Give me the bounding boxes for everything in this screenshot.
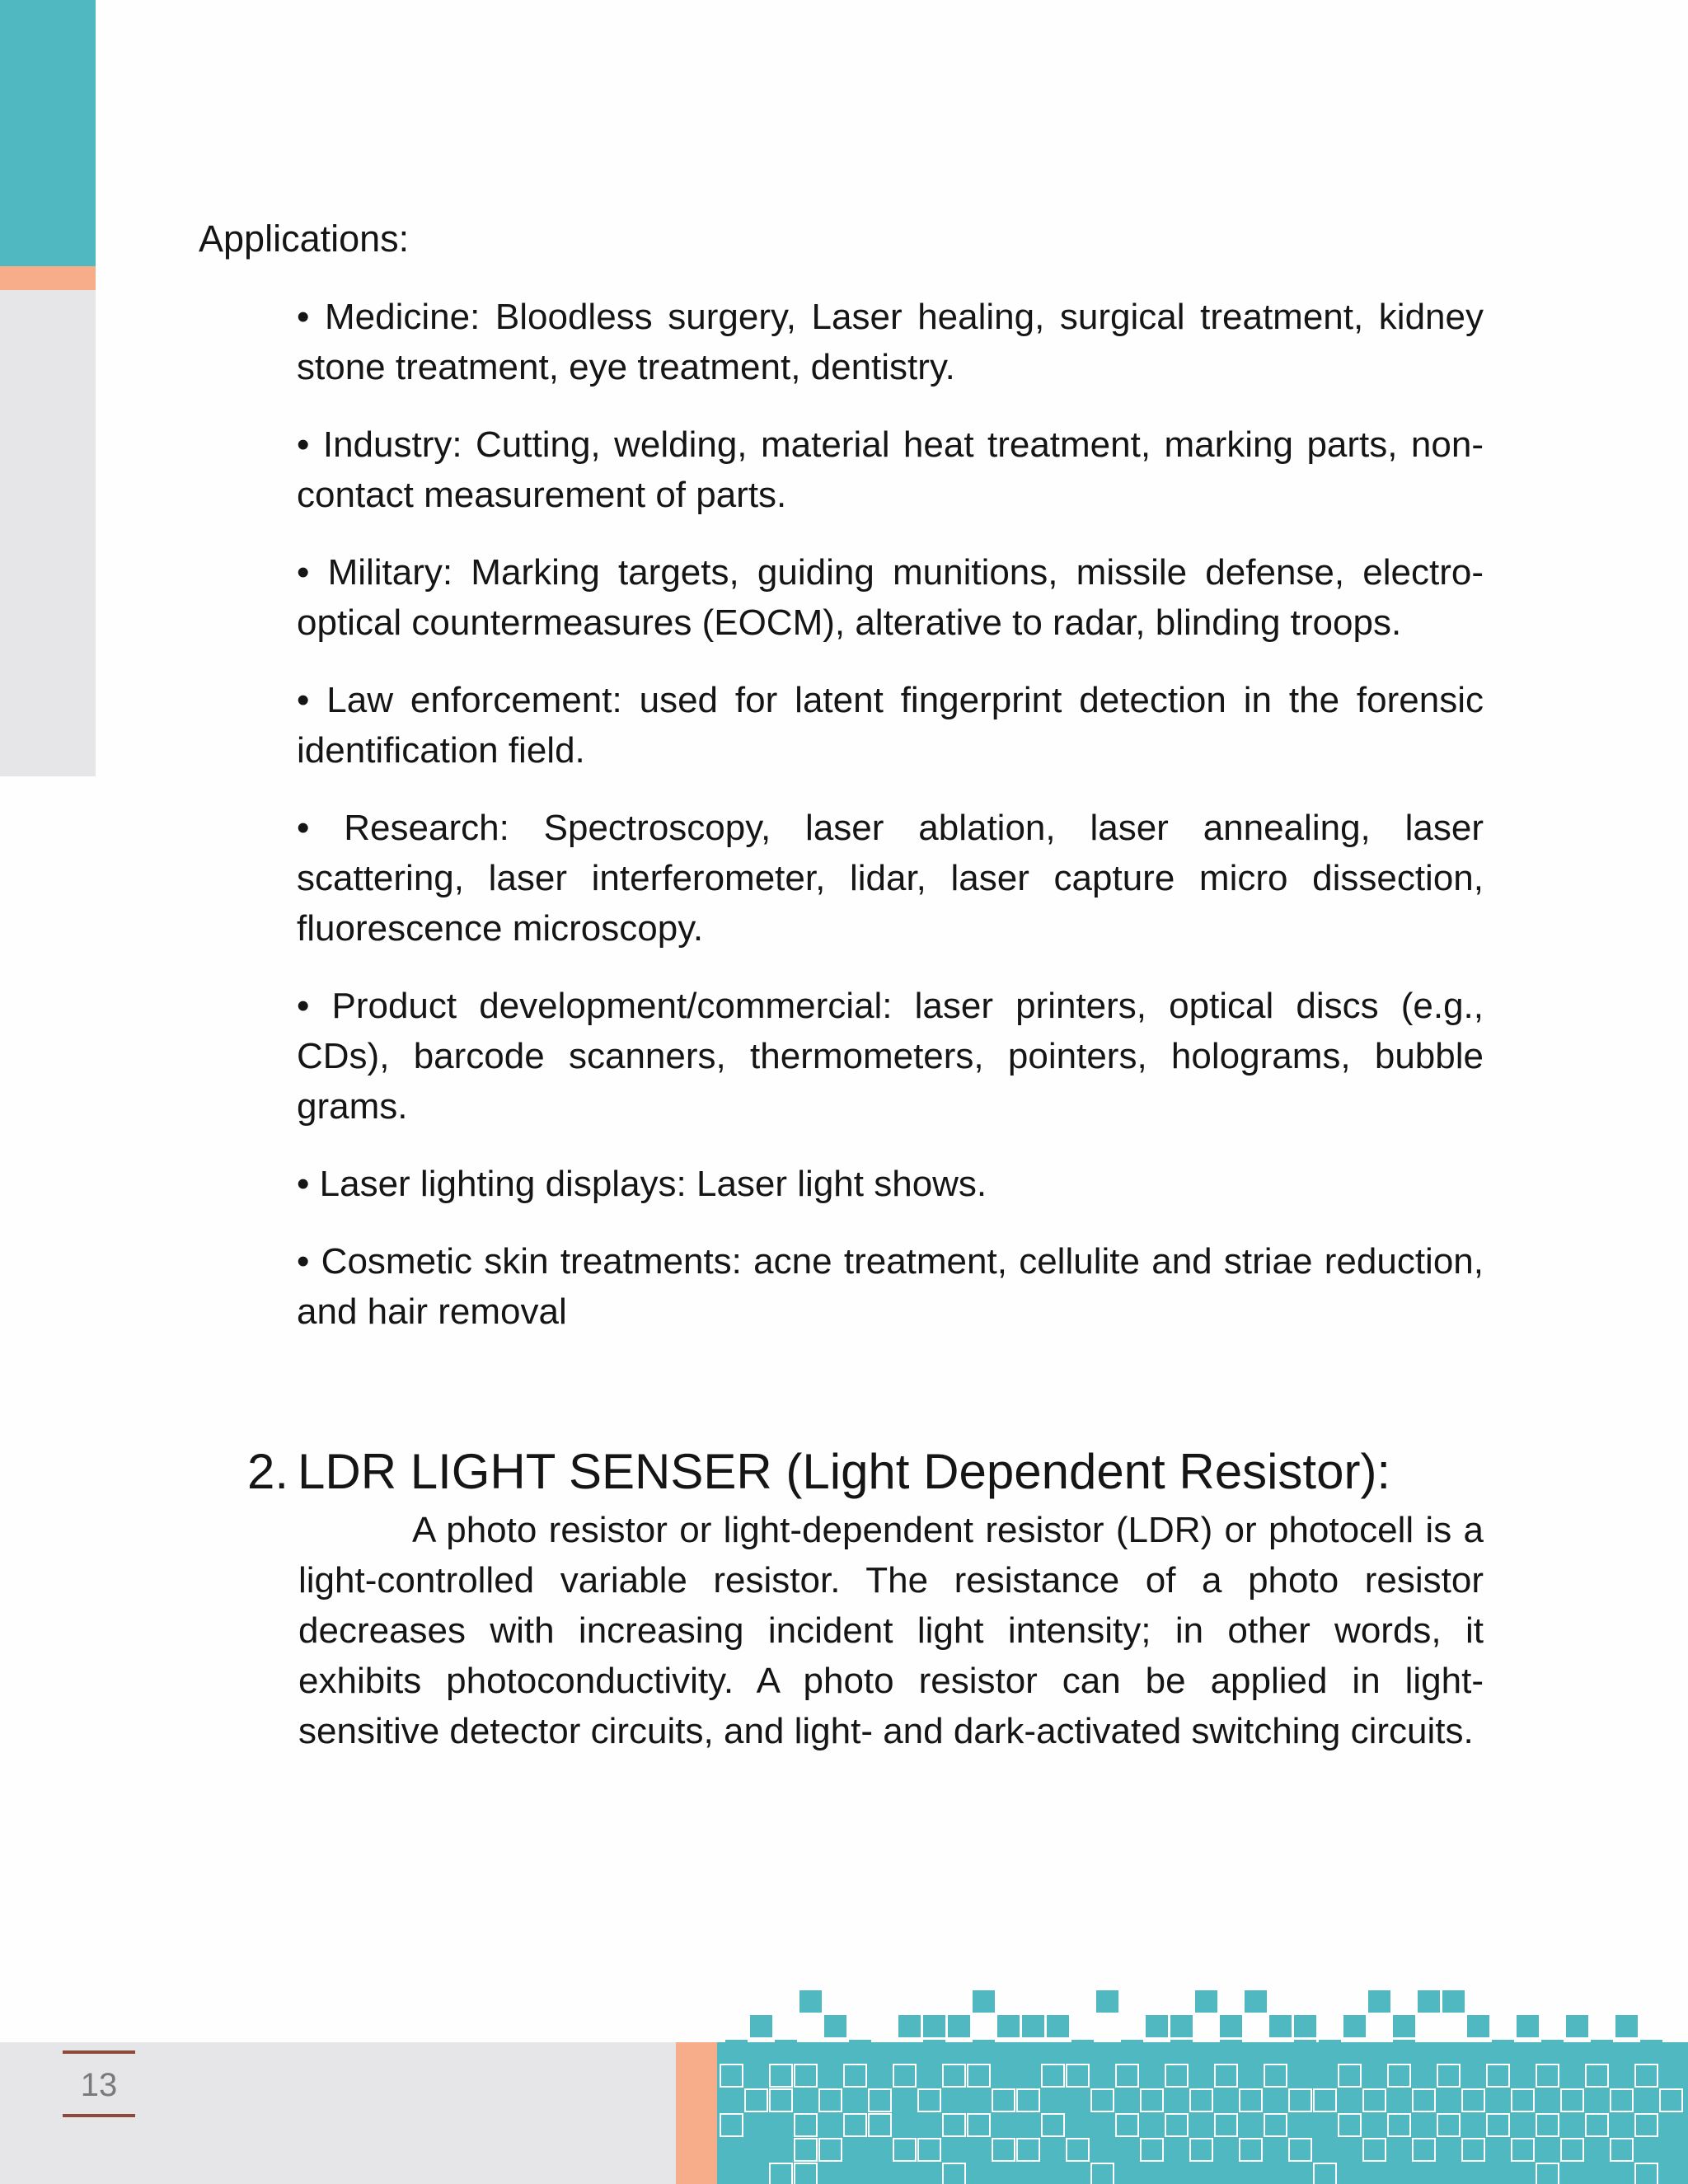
section-paragraph: A photo resistor or light-dependent resistor (LDR) or photocell is a light-controlled variable resistor. The resistance of a photo resistor decreases with increasing incident light intensity; in other words, it exhibits photoconductivity. A photo resistor can be applied in light-sensitive detector circuits, and light- and dark-activated switching circuits.: [298, 1510, 1484, 1751]
pixel-square-outline: [1635, 2114, 1658, 2136]
pixel-square: [1343, 2015, 1366, 2037]
list-item: • Product development/commercial: laser printers, optical discs (e.g., CDs), barcode scanners, thermometers, pointers, holograms, bubble grams.: [297, 986, 1484, 1127]
pixel-square: [1591, 2040, 1613, 2062]
pixel-square-outline: [1165, 2114, 1188, 2136]
pixel-square-outline: [1091, 2163, 1114, 2184]
pixel-square-outline: [720, 2114, 743, 2136]
list-item: • Cosmetic skin treatments: acne treatment, cellulite and striae reduction, and hair removal: [297, 1241, 1484, 1332]
pixel-square-outline: [1339, 2114, 1361, 2136]
footer-gray-band: [0, 2042, 676, 2184]
list-item: • Law enforcement: used for latent fingerprint detection in the forensic identification field.: [297, 680, 1484, 771]
pixel-square-outline: [943, 2114, 965, 2136]
pixel-square-outline: [1586, 2064, 1608, 2087]
pixel-square: [725, 2040, 748, 2062]
pixel-square: [1566, 2015, 1588, 2037]
pixel-square-outline: [1462, 2139, 1484, 2161]
pixel-square-outline: [1289, 2139, 1311, 2161]
pixel-square-outline: [795, 2163, 817, 2184]
pixel-square-outline: [1363, 2139, 1386, 2161]
pixel-square-outline: [770, 2064, 792, 2087]
list-item: • Industry: Cutting, welding, material heat treatment, marking parts, non-contact measurement of parts.: [297, 424, 1484, 515]
pixel-square: [1615, 2015, 1638, 2037]
pixel-square-outline: [968, 2064, 990, 2087]
pixel-square-outline: [1314, 2089, 1336, 2111]
pixel-square-outline: [943, 2064, 965, 2087]
pixel-square-outline: [1462, 2089, 1484, 2111]
applications-list: [297, 292, 1484, 1337]
left-teal-accent-bar: [0, 0, 96, 266]
pixel-square: [898, 2015, 921, 2037]
pixel-square-outline: [844, 2114, 866, 2136]
pixel-square-outline: [1190, 2139, 1212, 2161]
pixel-square-outline: [1141, 2139, 1163, 2161]
pixel-square-outline: [893, 2064, 916, 2087]
page-number: 13: [80, 2067, 118, 2103]
pixel-square-outline: [1413, 2139, 1435, 2161]
pixel-square-outline: [1388, 2064, 1410, 2087]
pixel-square-outline: [1240, 2139, 1262, 2161]
pixel-square-outline: [992, 2089, 1015, 2111]
pixel-square-outline: [1437, 2114, 1460, 2136]
pixel-square-outline: [1264, 2064, 1287, 2087]
pixel-square: [923, 2040, 945, 2062]
pixel-square-outline: [1487, 2114, 1509, 2136]
pixel-square: [1096, 1990, 1118, 2013]
pixel-square: [1121, 2040, 1143, 2062]
pixel-square: [1269, 2015, 1292, 2037]
pixel-square: [1195, 1990, 1217, 2013]
pixel-square: [1541, 2040, 1564, 2062]
pixel-square-outline: [1413, 2089, 1435, 2111]
pixel-square: [775, 2040, 797, 2062]
page-number-top-rule: [63, 2050, 135, 2054]
pixel-square: [1071, 2040, 1094, 2062]
pixel-square-outline: [1190, 2089, 1212, 2111]
pixel-square: [799, 1990, 822, 2013]
pixel-square-outline: [745, 2089, 767, 2111]
pixel-square: [1220, 2040, 1242, 2062]
pixel-square-outline: [1339, 2064, 1361, 2087]
pixel-square-outline: [1141, 2089, 1163, 2111]
pixel-square: [1022, 2015, 1044, 2037]
pixel-square-outline: [1611, 2139, 1633, 2161]
pixel-square: [948, 2015, 970, 2037]
footer-orange-band: [676, 2042, 717, 2184]
pixel-square-outline: [968, 2114, 990, 2136]
pixel-square: [1517, 2015, 1539, 2037]
pixel-square-outline: [869, 2114, 891, 2136]
pixel-square-outline: [1314, 2163, 1336, 2184]
pixel-square-outline: [1017, 2139, 1039, 2161]
pixel-square: [1319, 2040, 1341, 2062]
pixel-square-outline: [1116, 2114, 1138, 2136]
pixel-square-outline: [1240, 2089, 1262, 2111]
pixel-square-outline: [1536, 2114, 1559, 2136]
pixel-square: [1294, 2040, 1316, 2062]
pixel-square-outline: [1512, 2139, 1534, 2161]
pixel-square-outline: [1388, 2114, 1410, 2136]
list-item: • Military: Marking targets, guiding munitions, missile defense, electro-optical countermeasures (EOCM), alterative to radar, blinding troops.: [297, 552, 1484, 643]
pixel-square-outline: [1536, 2064, 1559, 2087]
pixel-square-outline: [795, 2064, 817, 2087]
section-title: LDR LIGHT SENSER (Light Dependent Resistor):: [298, 1444, 1391, 1499]
pixel-square-outline: [1289, 2089, 1311, 2111]
pixel-square: [1146, 2015, 1168, 2037]
pixel-square-outline: [1487, 2064, 1509, 2087]
pixel-square: [1170, 2040, 1193, 2062]
pixel-square-outline: [1067, 2064, 1089, 2087]
pixel-square: [973, 2040, 995, 2062]
pixel-square-outline: [918, 2139, 940, 2161]
pixel-square-outline: [1116, 2064, 1138, 2087]
pixel-square: [1047, 2015, 1069, 2037]
pixel-square-outline: [918, 2089, 940, 2111]
pixel-square-outline: [844, 2064, 866, 2087]
pixel-square-outline: [943, 2163, 965, 2184]
pixel-square: [1245, 1990, 1267, 2013]
pixel-square-outline: [1165, 2064, 1188, 2087]
pixel-square-outline: [1561, 2089, 1583, 2111]
pixel-square: [923, 2015, 945, 2037]
pixel-square-outline: [1660, 2089, 1682, 2111]
pixel-square: [1368, 1990, 1390, 2013]
pixel-square: [997, 2015, 1020, 2037]
pixel-square: [1640, 2040, 1662, 2062]
pixel-square-outline: [1512, 2089, 1534, 2111]
pixel-square-outline: [1586, 2114, 1608, 2136]
pixel-square-outline: [992, 2139, 1015, 2161]
pixel-square: [973, 1990, 995, 2013]
pixel-square-outline: [1215, 2114, 1237, 2136]
pixel-square-outline: [1067, 2139, 1089, 2161]
pixel-square-outline: [720, 2064, 743, 2087]
pixel-square-outline: [1437, 2064, 1460, 2087]
applications-heading: Applications:: [199, 218, 410, 260]
pixel-square: [1418, 1990, 1440, 2013]
pixel-square-outline: [1215, 2064, 1237, 2087]
page-number-bottom-rule: [63, 2114, 135, 2117]
pixel-square-outline: [795, 2114, 817, 2136]
pixel-square-outline: [893, 2139, 916, 2161]
pixel-square: [750, 2015, 772, 2037]
left-gray-accent-bar: [0, 290, 96, 776]
pixel-square-outline: [1042, 2064, 1064, 2087]
pixel-square-outline: [1561, 2139, 1583, 2161]
list-item: • Medicine: Bloodless surgery, Laser healing, surgical treatment, kidney stone treatment, eye treatment, dentistry.: [297, 297, 1484, 387]
section-heading: [247, 1441, 1390, 1503]
list-item: • Laser lighting displays: Laser light shows.: [297, 1164, 987, 1204]
pixel-square: [1442, 1990, 1465, 2013]
pixel-square-outline: [1017, 2089, 1039, 2111]
pixel-square: [1170, 2015, 1193, 2037]
pixel-square-outline: [1536, 2163, 1559, 2184]
pixel-square-outline: [1635, 2163, 1658, 2184]
list-item: • Research: Spectroscopy, laser ablation, laser annealing, laser scattering, laser interferometer, lidar, laser capture micro dissection, fluorescence microscopy.: [297, 808, 1484, 949]
pixel-square-outline: [795, 2139, 817, 2161]
pixel-square: [1220, 2015, 1242, 2037]
pixel-square-outline: [770, 2089, 792, 2111]
pixel-square-outline: [1611, 2089, 1633, 2111]
pixel-square-outline: [1042, 2114, 1064, 2136]
pixel-square-outline: [1264, 2114, 1287, 2136]
pixel-square: [849, 2040, 871, 2062]
pixel-square-outline: [1363, 2089, 1386, 2111]
pixel-square-outline: [1091, 2089, 1114, 2111]
pixel-square: [1467, 2015, 1489, 2037]
pixel-square: [824, 2015, 846, 2037]
pixel-square-outline: [1635, 2064, 1658, 2087]
pixel-square-outline: [869, 2089, 891, 2111]
pixel-square: [1492, 2040, 1514, 2062]
footer-pixel-pattern: [717, 1961, 1688, 2184]
pixel-square: [1294, 2015, 1316, 2037]
section-number: 2.: [247, 1444, 289, 1499]
pixel-square-outline: [770, 2163, 792, 2184]
pixel-square: [1393, 2015, 1415, 2037]
pixel-square-outline: [819, 2089, 842, 2111]
left-orange-accent-bar: [0, 266, 96, 290]
pixel-square: [1393, 2040, 1415, 2062]
pixel-square-outline: [819, 2139, 842, 2161]
